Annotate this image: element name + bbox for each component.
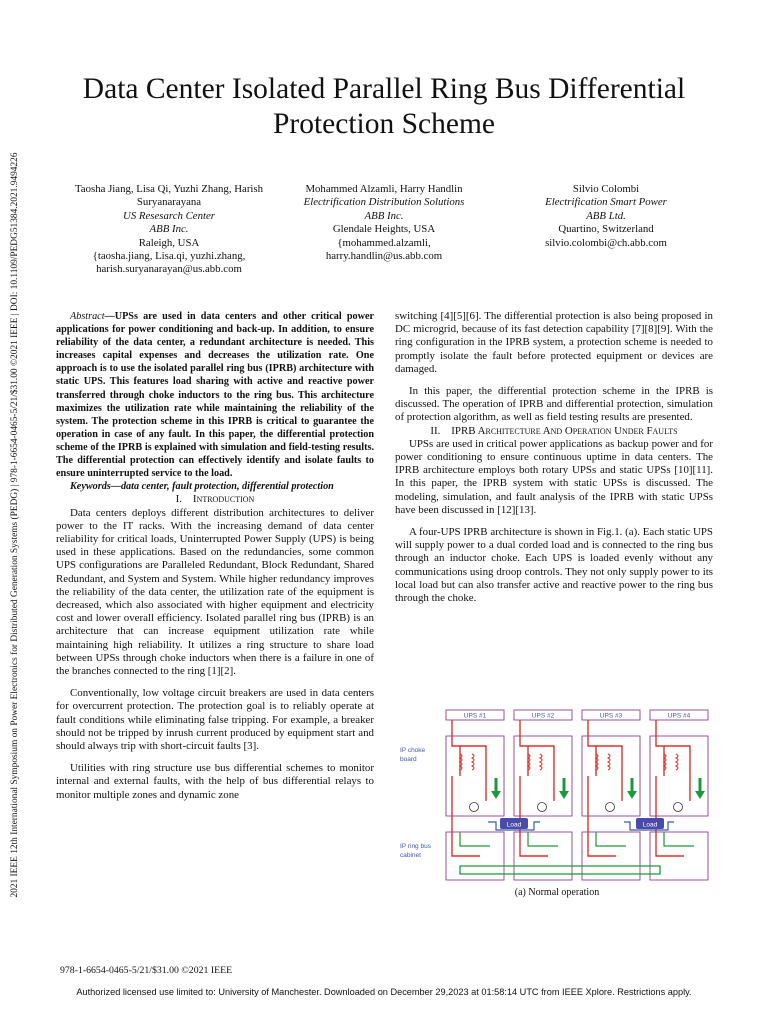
author-1-names: Taosha Jiang, Lisa Qi, Yuzhi Zhang, Harish [74,183,264,195]
green-ring-link-2 [528,832,558,846]
section-2-number: II. [430,424,441,437]
section-2-heading [395,425,713,438]
choke-coil-b-4 [676,754,678,770]
left-column [56,310,374,802]
red-feed-3 [588,720,622,801]
ups-label-2: UPS #2 [531,712,555,720]
section-2-title: IPRB Architecture And Operation Under Faults [451,424,678,437]
author-1-email-1: {taosha.jiang, Lisa.qi, yuzhi.zhang, [92,250,246,263]
author-1-city: Raleigh, USA [138,236,200,249]
author-3-dept: Electrification Smart Power [545,196,667,209]
red-feed-2 [520,720,554,801]
keywords [56,480,374,493]
ring-label-line-1: IP ring bus [400,843,431,850]
author-2-email-1: {mohammed.alzamli, [337,236,431,249]
red-feed-4 [656,720,690,801]
green-arrow-head-3 [627,791,637,799]
green-arrow-head-4 [695,791,705,799]
ups-label-3: UPS #3 [599,712,623,720]
intro-paragraph-2: Conventionally, low voltage circuit breakers are used in data centers for overcurrent protection. The protection goal is to reliably operate at fault conditions while eliminating false tripping. For example, a breaker should not be tripped by inrush current produced by equipment start and should always trip with short-circuit faults [3]. [56,687,374,753]
ct-sensor-4 [674,803,683,812]
intro-paragraph-1: Data centers deploys different distribution architectures to deliver power to the IT racks. With the increasing demand of data center reliability for critical loads, Uninterrupted Power Supply (UPS) is being used in these applications. Based on the redundancies, some common UPS configurations are Paralleled Redundant, Block Redundant, Shared Redundant, and System and System. While higher redundancy improves the reliability of the data center, the utilization rate of the equipment is decreased, which also associated with higher equipment and electricity cost and lower overall efficiency. Isolated parallel ring bus (IPRB) is an architecture that can increase equipment utilization rate while maintaining high reliability. It utilizes a ring structure to share load between UPSs through choke inductors when there is a failure in one of the branches connected to the ring [1][2]. [56,506,374,678]
right-column [395,310,713,605]
title-line-1: Data Center Isolated Parallel Ring Bus Differential [82,73,686,105]
right-paragraph-1: switching [4][5][6]. The differential protection is also being proposed in DC microgrid, because of its fast detection capability [7][8][9]. With the ring configuration in the IPRB system, a protection scheme is needed to promptly isolate the fault before protected equipment or devices are damaged. [395,310,713,375]
red-feed-1 [452,720,486,801]
page-footer: 978-1-6654-0465-5/21/$31.00 ©2021 IEEE [60,965,233,976]
green-arrow-head-2 [559,791,569,799]
author-2-dept: Electrification Distribution Solutions [303,196,465,209]
author-block-3 [500,183,712,250]
ct-sensor-1 [470,803,479,812]
author-2-city: Glendale Heights, USA [332,223,436,236]
author-2-names: Mohammed Alzamli, Harry Handlin [305,183,463,195]
author-3-org: ABB Ltd. [586,209,626,222]
abstract-label: Abstract [70,311,105,322]
choke-label-line-1: IP choke [400,747,426,754]
abstract [56,310,374,480]
figure-caption: (a) Normal operation [514,887,600,898]
choke-coil-b-3 [608,754,610,770]
choke-label-line-2: board [400,756,417,763]
choke-coil-b-2 [540,754,542,770]
right-paragraph-3: UPSs are used in critical power applications as backup power and for power conditioning to ensure continuous uptime in data centers. The IPRB architecture employs both rotary UPSs and static UPSs [10][11]. In this paper, the IPRB system with static UPSs is discussed. The modeling, simulation, and fault analysis of the IPRB with static UPSs have been discussed in [12][13]. [395,437,713,516]
load-label-2: Load [642,821,658,829]
author-2-org: ABB Inc. [364,209,404,222]
author-1-names-cont: Suryanarayana [136,196,202,209]
section-1-heading [56,493,374,506]
section-1-number: I. [175,493,183,506]
right-paragraph-4: A four-UPS IPRB architecture is shown in Fig.1. (a). Each static UPS will supply power to a dual corded load and is connected to the ring bus through an inductor choke. Each UPS is loaded evenly without any communications using droop controls. They not only supply power to its local load but can also transfer active and reactive power to the ring bus through the choke. [395,526,713,605]
author-block-1 [60,183,278,277]
right-paragraph-2: In this paper, the differential protection scheme in the IPRB is discussed. The operation of IPRB and differential protection, simulation of protection algorithm, as well as field testing results are presented. [395,385,713,424]
green-ring-link-1 [460,832,490,846]
ups-units [446,710,708,880]
ups-label-1: UPS #1 [463,712,487,720]
green-arrow-head-1 [491,791,501,799]
side-doi-text: 2021 IEEE 12th International Symposium on Power Electronics for Distributed Generation Systems (PEDG) | 978-1-6654-0465-5/21/$31.00 ©2021 IEEE | DOI: 10.1109/PEDG51384.2021.9494226 [10,152,20,898]
author-3-names: Silvio Colombi [572,183,640,195]
iprb-figure [398,706,716,886]
ct-sensor-3 [606,803,615,812]
load-label-1: Load [506,821,522,829]
ring-label-line-2: cabinet [400,852,421,859]
green-ring-link-4 [664,832,694,846]
intro-paragraph-3: Utilities with ring structure use bus differential schemes to monitor internal and external faults, with the help of bus differential relays to monitor multiple zones and dynamic zone [56,762,374,801]
author-block-2 [278,183,490,263]
choke-coil-b-1 [472,754,474,770]
abstract-text: —UPSs are used in data centers and other critical power applications for power conditioning and back-up. In addition, to ensure reliability of the data center, a redundant architecture is needed. This increases capital expenses and decreases the utilization rate. One approach is to use the isolated parallel ring bus (IPRB) architecture with static UPS. This features load sharing with active and reactive power transferred through choke inductors to the ring bus. This architecture maximizes the utilization rate while maintaining the reliability of the system. The protection scheme in this IPRB is critical to guarantee the operation in case of any fault. In this paper, the differential protection scheme of the IPRB is explained with simulation and field-testing results. The differential protection can effectively identify and isolate faults to ensure uninterrupted service to the load. [56,311,374,480]
title-line-2: Protection Scheme [272,108,495,140]
section-1-title: Introduction [192,493,255,506]
author-3-city: Quartino, Switzerland [558,223,654,236]
author-2-email-2: harry.handlin@us.abb.com [325,250,443,263]
author-1-email-2: harish.suryanarayan@us.abb.com [96,263,242,276]
keywords-label: Keywords [70,481,111,493]
ct-sensor-2 [538,803,547,812]
green-ring-link-3 [596,832,626,846]
author-3-email: silvio.colombi@ch.abb.com [545,236,667,249]
side-doi-strip [8,95,22,955]
paper-title [60,72,708,142]
author-1-org: ABB Inc. [149,223,189,236]
author-1-dept: US Resesarch Center [123,209,215,222]
ring-bus [460,866,660,874]
keywords-text: —data center, fault protection, differential protection [110,481,334,493]
authorized-use-notice: Authorized licensed use limited to: University of Manchester. Downloaded on December 29,2023 at 01:58:14 UTC from IEEE Xplore. Restrictions apply. [76,987,692,997]
ups-label-4: UPS #4 [667,712,691,720]
